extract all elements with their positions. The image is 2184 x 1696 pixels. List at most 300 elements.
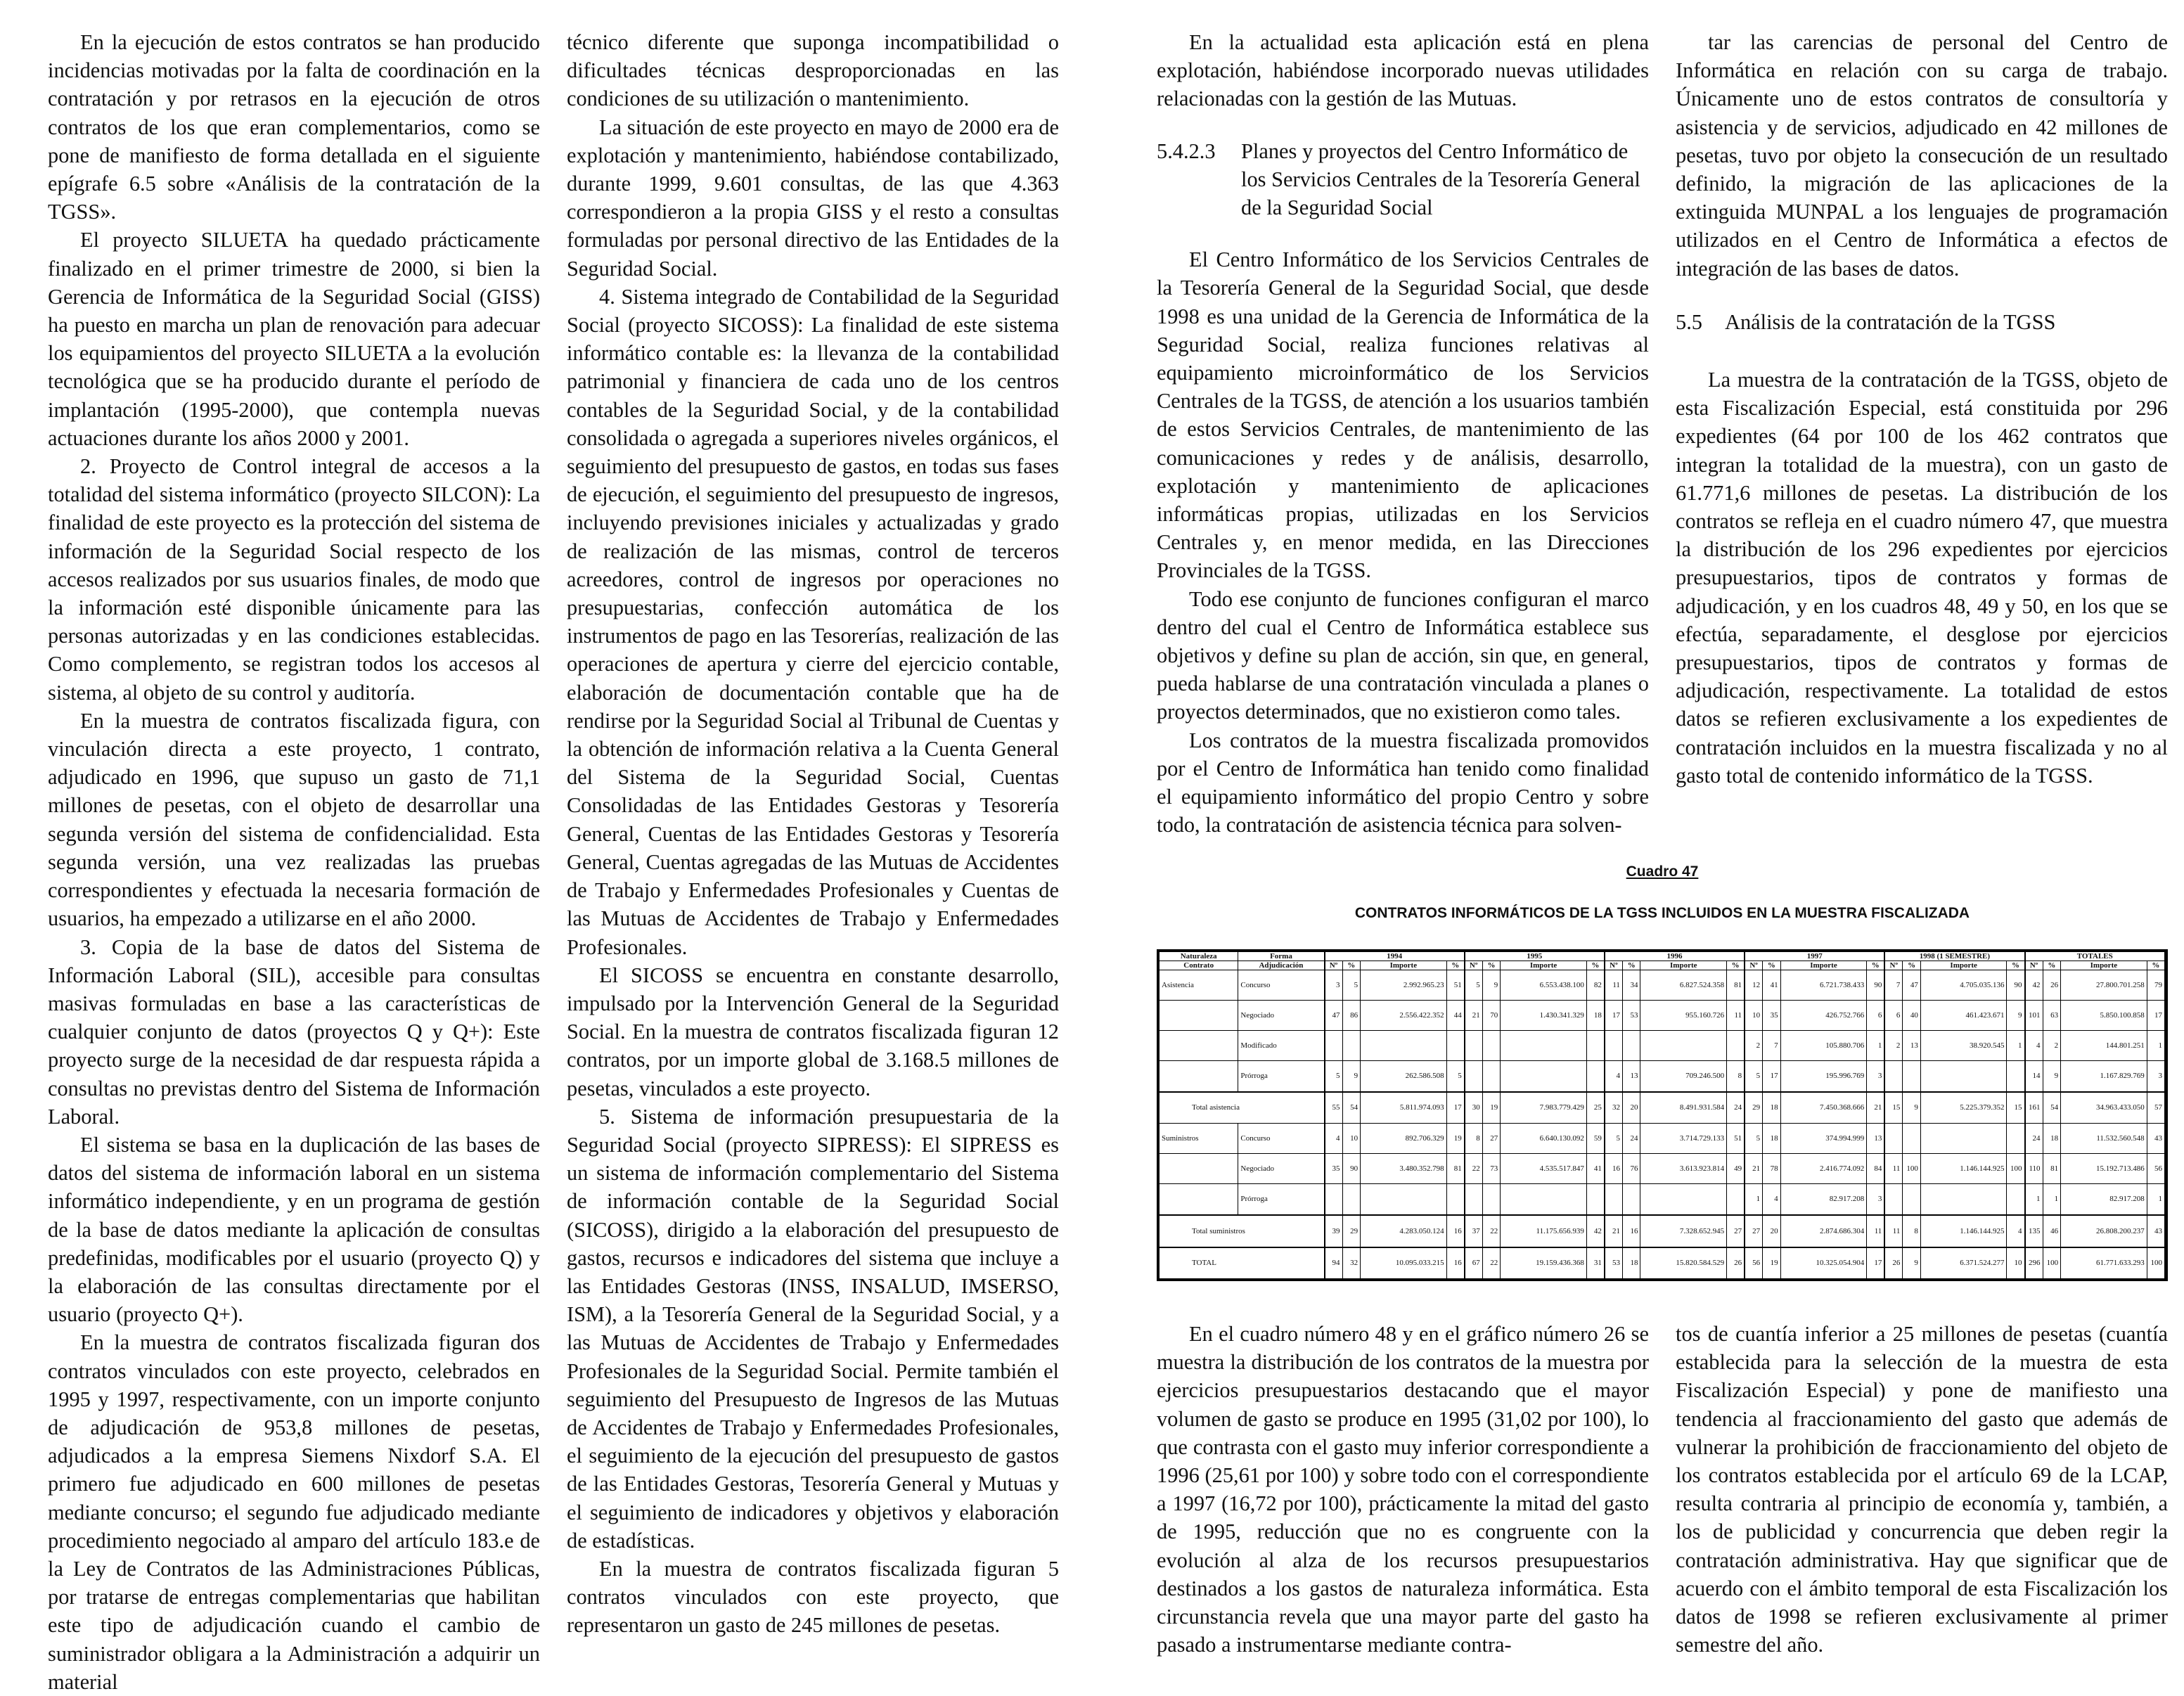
table-cell: 1 bbox=[2043, 1183, 2061, 1215]
table-cell: 16 bbox=[1446, 1247, 1465, 1279]
table-cell: 56 bbox=[2147, 1153, 2165, 1183]
table-row bbox=[1160, 970, 2166, 1001]
contracts-table bbox=[1157, 949, 2168, 1281]
table-cell: 296 bbox=[2025, 1247, 2043, 1279]
table-row bbox=[1160, 1030, 2166, 1060]
header-forma: Forma bbox=[1238, 952, 1325, 961]
table-cell: 135 bbox=[2025, 1215, 2043, 1247]
table-cell: 17 bbox=[1446, 1092, 1465, 1124]
table-cell: 5 bbox=[1446, 1060, 1465, 1092]
row-naturaleza: Suministros bbox=[1160, 1123, 1238, 1153]
table-cell: 90 bbox=[1342, 1153, 1361, 1183]
table-cell bbox=[1605, 1030, 1623, 1060]
table-cell: 1 bbox=[2025, 1183, 2043, 1215]
table-cell: 54 bbox=[2043, 1092, 2061, 1124]
table-cell bbox=[1482, 1060, 1501, 1092]
section-title: Planes y proyectos del Centro Informático de los Servicios Centrales de la Tesorería General de la Seguridad Social bbox=[1241, 139, 1640, 220]
table-cell: 9 bbox=[1903, 1247, 1921, 1279]
table-cell: 56 bbox=[1745, 1247, 1763, 1279]
table-cell: 34 bbox=[1622, 970, 1640, 1001]
table-cell: 18 bbox=[2043, 1123, 2061, 1153]
table-cell: 54 bbox=[1342, 1092, 1361, 1124]
table-cell: 6.640.130.092 bbox=[1501, 1123, 1587, 1153]
table-cell bbox=[1501, 1060, 1587, 1092]
table-cell: 53 bbox=[1622, 1000, 1640, 1030]
table-caption: CONTRATOS INFORMÁTICOS DE LA TGSS INCLUIDOS EN LA MUESTRA FISCALIZADA bbox=[1354, 905, 1970, 921]
section-title: Análisis de la contratación de la TGSS bbox=[1725, 309, 2056, 334]
header-sub: % bbox=[1586, 961, 1605, 970]
table-cell: 2 bbox=[2043, 1030, 2061, 1060]
header-year: 1996 bbox=[1605, 952, 1745, 961]
table-cell: 6.721.738.433 bbox=[1780, 970, 1867, 1001]
table-cell: 9 bbox=[1482, 970, 1501, 1001]
table-cell: 49 bbox=[1727, 1153, 1745, 1183]
table-cell: 6.827.524.358 bbox=[1640, 970, 1727, 1001]
row-naturaleza: Asistencia bbox=[1160, 970, 1238, 1001]
table-cell bbox=[1465, 1030, 1483, 1060]
header-year: 1995 bbox=[1465, 952, 1605, 961]
header-sub: % bbox=[2007, 961, 2025, 970]
table-cell: 34.963.433.050 bbox=[2061, 1092, 2147, 1124]
table-cell: 29 bbox=[1745, 1092, 1763, 1124]
table-cell: 47 bbox=[1903, 970, 1921, 1001]
section-number: 5.4.2.3 bbox=[1157, 139, 1216, 163]
header-sub: % bbox=[1763, 961, 1781, 970]
table-cell: 4.283.050.124 bbox=[1361, 1215, 1447, 1247]
table-cell: 1 bbox=[1867, 1030, 1885, 1060]
header-sub: Importe bbox=[2061, 961, 2147, 970]
table-cell: 42 bbox=[1586, 1215, 1605, 1247]
row-forma: Negociado bbox=[1238, 1153, 1325, 1183]
table-cell: 100 bbox=[2043, 1247, 2061, 1279]
table-cell: 4 bbox=[2025, 1030, 2043, 1060]
paragraph: El Centro Informático de los Servicios Centrales de la Tesorería General de la Seguridad Social, que desde 1998 es una unidad de la Gerencia de Informática de la Seguridad Social, realiza funciones relativas al equipamiento microinformático de los Servicios Centrales de la TGSS, de atención a los usuarios también de estos Servicios Centrales, de mantenimiento de las comunicaciones y redes y de análisis, desarrollo, explotación y mantenimiento de aplicaciones informáticas propias, utilizadas en los Servicios Centrales y, en menor medida, en las Direcciones Provinciales de la TGSS. bbox=[1157, 248, 1649, 583]
table-cell: 32 bbox=[1342, 1247, 1361, 1279]
table-cell: 3.714.729.133 bbox=[1640, 1123, 1727, 1153]
table-cell: 11 bbox=[1884, 1153, 1903, 1183]
paragraph: En la ejecución de estos contratos se han producido incidencias motivadas por la falta de coordinación en la contratación y por retrasos en la ejecución de otros contratos de los que eran complementarios, como se pone de manifiesto de forma detallada en el siguiente epígrafe 6.5 sobre «Análisis de la contratación de la TGSS». bbox=[48, 30, 540, 224]
table-cell: 13 bbox=[1903, 1030, 1921, 1060]
table-cell: 59 bbox=[1586, 1123, 1605, 1153]
table-cell: 29 bbox=[1342, 1215, 1361, 1247]
paragraph: La situación de este proyecto en mayo de 2000 era de explotación y mantenimiento, habiéndose contabilizado, durante 1999, 9.601 consultas, de las que 4.363 correspondieron a la propia GISS y el resto a consultas formuladas por personal directivo de las Entidades de la Seguridad Social. bbox=[567, 115, 1059, 281]
table-cell: 100 bbox=[2007, 1153, 2025, 1183]
table-cell: 10.095.033.215 bbox=[1361, 1247, 1447, 1279]
row-forma: Modificado bbox=[1238, 1030, 1325, 1060]
table-cell: 26 bbox=[1884, 1247, 1903, 1279]
table-cell: 5 bbox=[1325, 1060, 1343, 1092]
table-cell: 40 bbox=[1903, 1000, 1921, 1030]
table-cell bbox=[1465, 1060, 1483, 1092]
table-cell: 1.146.144.925 bbox=[1920, 1153, 2007, 1183]
table-cell bbox=[1482, 1030, 1501, 1060]
header-sub: Nº bbox=[1325, 961, 1343, 970]
table-cell: 11 bbox=[1867, 1215, 1885, 1247]
paragraph: Todo ese conjunto de funciones configuran el marco dentro del cual el Centro de Informática establece sus objetivos y define su plan de acción, sin que, en general, pueda hablarse de una contratación vinculada a planes o proyectos determinados, que no existieron como tales. bbox=[1157, 586, 1649, 724]
table-cell: 15 bbox=[2007, 1092, 2025, 1124]
table-row bbox=[1160, 1123, 2166, 1153]
table-cell: 41 bbox=[1586, 1153, 1605, 1183]
table-cell: 46 bbox=[2043, 1215, 2061, 1247]
table-cell: 1.430.341.329 bbox=[1501, 1000, 1587, 1030]
table-cell: 82.917.208 bbox=[1780, 1183, 1867, 1215]
table-cell: 18 bbox=[1622, 1247, 1640, 1279]
right-page bbox=[1092, 0, 2184, 1685]
table-cell: 19 bbox=[1482, 1092, 1501, 1124]
table-cell: 110 bbox=[2025, 1153, 2043, 1183]
table-cell: 5.850.100.858 bbox=[2061, 1000, 2147, 1030]
table-cell: 17 bbox=[1867, 1247, 1885, 1279]
table-cell: 13 bbox=[1622, 1060, 1640, 1092]
table-cell: 32 bbox=[1605, 1092, 1623, 1124]
table-cell bbox=[1586, 1060, 1605, 1092]
table-cell bbox=[1501, 1183, 1587, 1215]
table-cell: 18 bbox=[1763, 1092, 1781, 1124]
table-cell: 79 bbox=[2147, 970, 2165, 1001]
table-cell bbox=[1884, 1060, 1903, 1092]
table-cell: 5 bbox=[1605, 1123, 1623, 1153]
table-cell: 7 bbox=[1884, 970, 1903, 1001]
table-cell: 1 bbox=[1745, 1183, 1763, 1215]
row-forma: Prórroga bbox=[1238, 1183, 1325, 1215]
table-cell bbox=[1920, 1183, 2007, 1215]
table-cell: 6 bbox=[1867, 1000, 1885, 1030]
table-cell: 11 bbox=[1727, 1000, 1745, 1030]
table-cell: 7.328.652.945 bbox=[1640, 1215, 1727, 1247]
table-cell: 63 bbox=[2043, 1000, 2061, 1030]
table-cell: 53 bbox=[1605, 1247, 1623, 1279]
table-cell bbox=[2007, 1183, 2025, 1215]
table-cell: 9 bbox=[2007, 1000, 2025, 1030]
table-cell: 4 bbox=[1763, 1183, 1781, 1215]
table-cell: 15.192.713.486 bbox=[2061, 1153, 2147, 1183]
table-total-row bbox=[1160, 1215, 2166, 1247]
table-cell: 4.705.035.136 bbox=[1920, 970, 2007, 1001]
table-cell bbox=[1605, 1183, 1623, 1215]
table-cell bbox=[1640, 1030, 1727, 1060]
header-adjudicacion: Adjudicación bbox=[1238, 961, 1325, 970]
table-cell bbox=[1446, 1183, 1465, 1215]
table-cell bbox=[1884, 1183, 1903, 1215]
table-cell: 39 bbox=[1325, 1215, 1343, 1247]
table-cell: 1 bbox=[2007, 1030, 2025, 1060]
row-naturaleza bbox=[1160, 1060, 1238, 1092]
paragraph: En la muestra de contratos fiscalizada figura, con vinculación directa a este proyecto, 1 contrato, adjudicado en 1996, que supuso un gasto de 71,1 millones de pesetas, con el objeto de desarrollar una segunda versión del sistema de confidencialidad. Esta segunda versión, una vez realizadas las pruebas correspondientes y efectuada la necesaria formación de usuarios, ha empezado a utilizarse en el año 2000. bbox=[48, 708, 540, 931]
table-cell: 3.613.923.814 bbox=[1640, 1153, 1727, 1183]
table-cell: 47 bbox=[1325, 1000, 1343, 1030]
table-cell: 6 bbox=[1884, 1000, 1903, 1030]
table-cell: 81 bbox=[1446, 1153, 1465, 1183]
table-number: Cuadro 47 bbox=[1626, 863, 1699, 880]
paragraph: En la muestra de contratos fiscalizada figuran dos contratos vinculados con este proyecto, celebrados en 1995 y 1997, respectivamente, con un importe conjunto de adjudicación de 953,8 millones de pesetas, adjudicados a la empresa Siemens Nixdorf S.A. El primero fue adjudicado en 600 millones de pesetas mediante concurso; el segundo fue adjudicado mediante procedimiento negociado al amparo del artículo 183.e de la Ley de Contratos de las Administraciones Públicas, por tratarse de entregas complementarias que habilitan este tipo de adjudicación cuando el cambio de suministrador obligara a la Administración a adquirir un material bbox=[48, 1330, 540, 1694]
header-sub: Nº bbox=[1465, 961, 1483, 970]
section-heading-55 bbox=[1676, 308, 2168, 336]
table-cell: 3 bbox=[1867, 1060, 1885, 1092]
table-cell: 24 bbox=[1727, 1092, 1745, 1124]
table-cell: 3 bbox=[1325, 970, 1343, 1001]
table-cell: 24 bbox=[2025, 1123, 2043, 1153]
paragraph: 5. Sistema de información presupuestaria de la Seguridad Social (proyecto SIPRESS): El SIPRESS es un sistema de información complementario del Sistema de información contable de la Seguridad Social (SICOSS), dirigido a la elaboración del presupuesto de gastos, recursos e indicadores del sistema que incluye a las Entidades Gestoras (INSS, INSALUD, IMSERSO, ISM), a la Tesorería General de la Seguridad Social, y a las Mutuas de Accidentes de Trabajo y Enfermedades Profesionales de la Seguridad Social. Permite también el seguimiento del Presupuesto de Ingresos de las Mutuas de Accidentes de Trabajo y Enfermedades Profesionales, el seguimiento de la ejecución del presupuesto de gastos de las Entidades Gestoras, Tesorería General y Mutuas y el seguimiento de indicadores y objetivos y elaboración de estadísticas. bbox=[567, 1104, 1059, 1553]
table-cell: 44 bbox=[1446, 1000, 1465, 1030]
table-cell: 5.225.379.352 bbox=[1920, 1092, 2007, 1124]
table-cell: 16 bbox=[1446, 1215, 1465, 1247]
header-sub: Importe bbox=[1640, 961, 1727, 970]
header-sub: % bbox=[1342, 961, 1361, 970]
table-cell: 4 bbox=[1605, 1060, 1623, 1092]
row-forma: Prórroga bbox=[1238, 1060, 1325, 1092]
table-cell: 42 bbox=[2025, 970, 2043, 1001]
table-cell: 41 bbox=[1763, 970, 1781, 1001]
table-cell: 161 bbox=[2025, 1092, 2043, 1124]
table-cell bbox=[1586, 1030, 1605, 1060]
table-cell: 709.246.500 bbox=[1640, 1060, 1727, 1092]
row-label: TOTAL bbox=[1160, 1247, 1325, 1279]
header-sub: Importe bbox=[1501, 961, 1587, 970]
header-year: 1998 (1 SEMESTRE) bbox=[1884, 952, 2024, 961]
left-column-1 bbox=[48, 28, 540, 1696]
header-sub: Nº bbox=[1745, 961, 1763, 970]
table-cell: 10.325.054.904 bbox=[1780, 1247, 1867, 1279]
header-sub: Nº bbox=[2025, 961, 2043, 970]
table-cell: 78 bbox=[1763, 1153, 1781, 1183]
table-cell: 15 bbox=[1884, 1092, 1903, 1124]
table-cell: 1.146.144.925 bbox=[1920, 1215, 2007, 1247]
table-row bbox=[1160, 1060, 2166, 1092]
table-cell: 4 bbox=[2007, 1215, 2025, 1247]
table-row bbox=[1160, 1183, 2166, 1215]
table-cell: 76 bbox=[1622, 1153, 1640, 1183]
paragraph: tos de cuantía inferior a 25 millones de pesetas (cuantía establecida para la selección de la muestra de esta Fiscalización Especial) y pone de manifiesto una tendencia al fraccionamiento del gasto que además de vulnerar la prohibición de fraccionamiento del objeto de los contratos establecida por el artículo 69 de la LCAP, resulta contraria al principio de economía y, también, a los de publicidad y concurrencia que deben regir la contratación administrativa. Hay que significar que de acuerdo con el ámbito temporal de esta Fiscalización los datos de 1998 se refieren exclusivamente al primer semestre del año. bbox=[1676, 1322, 2168, 1657]
right-column-2 bbox=[1676, 28, 2168, 790]
header-sub: Importe bbox=[1920, 961, 2007, 970]
table-cell: 27 bbox=[1482, 1123, 1501, 1153]
table-cell: 35 bbox=[1325, 1153, 1343, 1183]
table-cell: 16 bbox=[1605, 1153, 1623, 1183]
table-cell bbox=[1446, 1030, 1465, 1060]
table-cell: 21 bbox=[1745, 1153, 1763, 1183]
table-cell bbox=[1903, 1060, 1921, 1092]
table-cell: 5 bbox=[1465, 970, 1483, 1001]
right-column-3 bbox=[1157, 1320, 1649, 1659]
table-cell: 8 bbox=[1465, 1123, 1483, 1153]
table-cell: 3.480.352.798 bbox=[1361, 1153, 1447, 1183]
table-cell bbox=[1361, 1030, 1447, 1060]
table-cell: 43 bbox=[2147, 1215, 2165, 1247]
table-cell: 892.706.329 bbox=[1361, 1123, 1447, 1153]
table-cell bbox=[1342, 1030, 1361, 1060]
table-cell: 105.880.706 bbox=[1780, 1030, 1867, 1060]
table-cell: 57 bbox=[2147, 1092, 2165, 1124]
row-naturaleza bbox=[1160, 1183, 1238, 1215]
table-cell: 67 bbox=[1465, 1247, 1483, 1279]
table-cell: 17 bbox=[1605, 1000, 1623, 1030]
row-label: Total suministros bbox=[1160, 1215, 1325, 1247]
header-sub: Nº bbox=[1884, 961, 1903, 970]
right-column-4 bbox=[1676, 1320, 2168, 1659]
table-cell: 81 bbox=[1727, 970, 1745, 1001]
table-cell: 16 bbox=[1622, 1215, 1640, 1247]
table-cell: 43 bbox=[2147, 1123, 2165, 1153]
table-cell: 19 bbox=[1763, 1247, 1781, 1279]
table-cell: 100 bbox=[2147, 1247, 2165, 1279]
table-cell: 2 bbox=[1745, 1030, 1763, 1060]
table-cell: 84 bbox=[1867, 1153, 1885, 1183]
table-cell bbox=[1622, 1030, 1640, 1060]
table-cell: 82 bbox=[1586, 970, 1605, 1001]
table-cell: 70 bbox=[1482, 1000, 1501, 1030]
table-cell: 101 bbox=[2025, 1000, 2043, 1030]
table-cell: 27.800.701.258 bbox=[2061, 970, 2147, 1001]
row-forma: Concurso bbox=[1238, 1123, 1325, 1153]
table-cell: 18 bbox=[1763, 1123, 1781, 1153]
table-cell bbox=[1920, 1060, 2007, 1092]
table-cell: 82.917.208 bbox=[2061, 1183, 2147, 1215]
table-cell bbox=[1622, 1183, 1640, 1215]
header-sub: % bbox=[1867, 961, 1885, 970]
header-sub: % bbox=[2147, 961, 2165, 970]
table-cell: 426.752.766 bbox=[1780, 1000, 1867, 1030]
row-label: Total asistencia bbox=[1160, 1092, 1325, 1124]
table-cell: 10 bbox=[1342, 1123, 1361, 1153]
table-cell: 8.491.931.584 bbox=[1640, 1092, 1727, 1124]
paragraph: 3. Copia de la base de datos del Sistema de Información Laboral (SIL), accesible para consultas masivas formuladas en base a las características de cualquier conjunto de datos (proyectos Q y Q+): Este proyecto surge de la necesidad de dar respuesta rápida a consultas no previstas dentro del Sistema de Información Laboral. bbox=[48, 934, 540, 1129]
table-cell bbox=[1884, 1123, 1903, 1153]
table-cell: 17 bbox=[1763, 1060, 1781, 1092]
table-cell: 86 bbox=[1342, 1000, 1361, 1030]
table-cell bbox=[1640, 1183, 1727, 1215]
header-sub: Importe bbox=[1361, 961, 1447, 970]
row-naturaleza bbox=[1160, 1030, 1238, 1060]
paragraph: El sistema se basa en la duplicación de las bases de datos del sistema de información laboral en un sistema informático independiente, y en un programa de gestión de la base de datos mediante la aplicación de consultas predefinidas, modificables por el usuario (proyecto Q) y la elaboración de las consultas directamente por el usuario (proyecto Q+). bbox=[48, 1132, 540, 1327]
table-cell: 9 bbox=[2043, 1060, 2061, 1092]
table-cell: 21 bbox=[1867, 1092, 1885, 1124]
table-cell: 1.167.829.769 bbox=[2061, 1060, 2147, 1092]
table-cell: 13 bbox=[1867, 1123, 1885, 1153]
table-cell: 30 bbox=[1465, 1092, 1483, 1124]
header-naturaleza: Naturaleza bbox=[1160, 952, 1238, 961]
header-sub: % bbox=[1482, 961, 1501, 970]
table-cell: 3 bbox=[1867, 1183, 1885, 1215]
table-cell: 90 bbox=[1867, 970, 1885, 1001]
table-row bbox=[1160, 1000, 2166, 1030]
table-cell: 2.416.774.092 bbox=[1780, 1153, 1867, 1183]
table-cell: 20 bbox=[1622, 1092, 1640, 1124]
table-cell: 11 bbox=[1605, 970, 1623, 1001]
table-cell: 2.992.965.23 bbox=[1361, 970, 1447, 1001]
table-total-row bbox=[1160, 1247, 2166, 1279]
table-cell bbox=[1342, 1183, 1361, 1215]
table-cell: 11.532.560.548 bbox=[2061, 1123, 2147, 1153]
table-cell: 27 bbox=[1727, 1215, 1745, 1247]
section-body bbox=[1157, 245, 1649, 839]
table-cell: 3 bbox=[2147, 1060, 2165, 1092]
table-cell bbox=[1727, 1030, 1745, 1060]
section-number: 5.5 bbox=[1676, 309, 1702, 334]
table-cell bbox=[1325, 1183, 1343, 1215]
table-cell: 8 bbox=[1903, 1215, 1921, 1247]
table-cell: 5 bbox=[1745, 1123, 1763, 1153]
table-cell bbox=[1727, 1183, 1745, 1215]
table-cell: 21 bbox=[1605, 1215, 1623, 1247]
paragraph: tar las carencias de personal del Centro de Informática en relación con su carga de trabajo. Únicamente uno de estos contratos de consultoría y asistencia y de servicios, adjudicado en 42 millones de pesetas, tuvo por objeto la consecución de un resultado definido, la migración de las aplicaciones de la extinguida MUNPAL a los lenguajes de programación utilizados en el Centro de Informática a efectos de integración de las bases de datos. bbox=[1676, 30, 2168, 281]
table-cell bbox=[2007, 1123, 2025, 1153]
table-cell: 9 bbox=[1903, 1092, 1921, 1124]
table-cell: 6.371.524.277 bbox=[1920, 1247, 2007, 1279]
table-cell: 10 bbox=[2007, 1247, 2025, 1279]
header-year: TOTALES bbox=[2025, 952, 2165, 961]
header-year: 1997 bbox=[1745, 952, 1884, 961]
table-cell: 20 bbox=[1763, 1215, 1781, 1247]
paragraph: El proyecto SILUETA ha quedado prácticamente finalizado en el primer trimestre de 2000, si bien la Gerencia de Informática de la Seguridad Social (GISS) ha puesto en marcha un plan de renovación para adecuar los equipamientos del proyecto SILUETA a la evolución tecnológica que se ha producido durante el período de implantación (1995-2000), que contempla nuevas actuaciones durante los años 2000 y 2001. bbox=[48, 228, 540, 450]
table-cell: 37 bbox=[1465, 1215, 1483, 1247]
table-cell: 2.556.422.352 bbox=[1361, 1000, 1447, 1030]
table-row bbox=[1160, 1153, 2166, 1183]
table-cell: 1 bbox=[2147, 1183, 2165, 1215]
paragraph: La muestra de la contratación de la TGSS, objeto de esta Fiscalización Especial, está constituida por 296 expedientes (64 por 100 de los 462 contratos que integran la totalidad de la muestra), con un gasto de 61.771,6 millones de pesetas. La distribución de los contratos se refleja en el cuadro número 47, que muestra la distribución de los 296 expedientes por ejercicios presupuestarios, tipos de contratos y formas de adjudicación, y en los cuadros 48, 49 y 50, en los que se efectúa, separadamente, el desglose por ejercicios presupuestarios, tipos de contratos y formas de adjudicación, respectivamente. La totalidad de estos datos se refieren exclusivamente a los expedientes de contratación incluidos en la muestra fiscalizada y no al gasto total de contenido informático de la TGSS. bbox=[1676, 368, 2168, 788]
table-cell: 25 bbox=[1586, 1092, 1605, 1124]
table-cell: 1 bbox=[2147, 1030, 2165, 1060]
table-cell: 27 bbox=[1745, 1215, 1763, 1247]
table-cell: 35 bbox=[1763, 1000, 1781, 1030]
header-sub: % bbox=[1446, 961, 1465, 970]
row-forma: Concurso bbox=[1238, 970, 1325, 1001]
header-sub: % bbox=[1622, 961, 1640, 970]
table-cell: 24 bbox=[1622, 1123, 1640, 1153]
table-cell: 26.808.200.237 bbox=[2061, 1215, 2147, 1247]
table-cell: 38.920.545 bbox=[1920, 1030, 2007, 1060]
table-cell bbox=[1465, 1183, 1483, 1215]
table-cell bbox=[1586, 1183, 1605, 1215]
table-cell: 5.811.974.093 bbox=[1361, 1092, 1447, 1124]
paragraph: En la muestra de contratos fiscalizada figuran 5 contratos vinculados con este proyecto, que representaron un gasto de 245 millones de pesetas. bbox=[567, 1556, 1059, 1638]
table-cell: 26 bbox=[1727, 1247, 1745, 1279]
table-cell bbox=[1501, 1030, 1587, 1060]
table-cell: 144.801.251 bbox=[2061, 1030, 2147, 1060]
paragraph: 2. Proyecto de Control integral de accesos a la totalidad del sistema informático (proyecto SILCON): La finalidad de este proyecto es la protección del sistema de información de la Seguridad Social respecto de los accesos realizados por sus usuarios finales, de modo que la información esté disponible únicamente para las personas autorizadas y en las condiciones establecidas. Como complemento, se registran todos los accesos al sistema, al objeto de su control y auditoría. bbox=[48, 454, 540, 705]
paragraph: 4. Sistema integrado de Contabilidad de la Seguridad Social (proyecto SICOSS): La finalidad de este sistema informático contable es: la llevanza de la contabilidad patrimonial y financiera de cada uno de los centros contables de la Seguridad Social, y de la contabilidad consolidada o agregada a superiores niveles orgánicos, el seguimiento del presupuesto de gastos, en todas sus fases de ejecución, el seguimiento del presupuesto de ingresos, incluyendo previsiones iniciales y actualizadas y grado de realización de las mismas, control de terceros acreedores, control de ingresos por operaciones no presupuestarias, confección automática de los instrumentos de pago en las Tesorerías, realización de las operaciones de apertura y cierre del ejercicio contable, elaboración de documentación contable que ha de rendirse por la Seguridad Social al Tribunal de Cuentas y la obtención de información relativa a la Cuenta General del Sistema de la Seguridad Social, Cuentas Consolidadas de las Entidades Gestoras y Tesorería General, Cuentas de las Entidades Gestoras y Tesorería General, Cuentas agregadas de las Mutuas de Accidentes de Trabajo y Enfermedades Profesionales y Cuentas de las Mutuas de Accidentes de Trabajo y Enfermedades Profesionales. bbox=[567, 284, 1059, 959]
table-cell: 17 bbox=[2147, 1000, 2165, 1030]
table-cell: 100 bbox=[1903, 1153, 1921, 1183]
table-cell: 6.553.438.100 bbox=[1501, 970, 1587, 1001]
table-cell: 5 bbox=[1745, 1060, 1763, 1092]
header-sub: Nº bbox=[1605, 961, 1623, 970]
table-cell: 461.423.671 bbox=[1920, 1000, 2007, 1030]
table-cell: 19 bbox=[1446, 1123, 1465, 1153]
table-cell: 55 bbox=[1325, 1092, 1343, 1124]
table-cell: 90 bbox=[2007, 970, 2025, 1001]
header-sub: % bbox=[2043, 961, 2061, 970]
table-cell: 10 bbox=[1745, 1000, 1763, 1030]
table-cell: 19.159.436.368 bbox=[1501, 1247, 1587, 1279]
table-cell bbox=[1903, 1123, 1921, 1153]
row-forma: Negociado bbox=[1238, 1000, 1325, 1030]
table-cell: 11 bbox=[1884, 1215, 1903, 1247]
right-column-1 bbox=[1157, 28, 1649, 839]
table-cell: 9 bbox=[1342, 1060, 1361, 1092]
table-cell: 7.450.368.666 bbox=[1780, 1092, 1867, 1124]
paragraph: El SICOSS se encuentra en constante desarrollo, impulsado por la Intervención General de la Seguridad Social. En la muestra de contratos fiscalizada figuran 12 contratos, por un importe global de 3.168.5 millones de pesetas, vinculados a este proyecto. bbox=[567, 963, 1059, 1100]
table-cell: 31 bbox=[1586, 1247, 1605, 1279]
table-cell: 51 bbox=[1727, 1123, 1745, 1153]
header-year: 1994 bbox=[1325, 952, 1465, 961]
left-page bbox=[0, 0, 1092, 1694]
header-sub: Importe bbox=[1780, 961, 1867, 970]
table-total-row bbox=[1160, 1092, 2166, 1124]
table-cell: 7 bbox=[1763, 1030, 1781, 1060]
table-cell: 8 bbox=[1727, 1060, 1745, 1092]
contracts-table-grid bbox=[1159, 951, 2166, 1279]
table-cell: 21 bbox=[1465, 1000, 1483, 1030]
